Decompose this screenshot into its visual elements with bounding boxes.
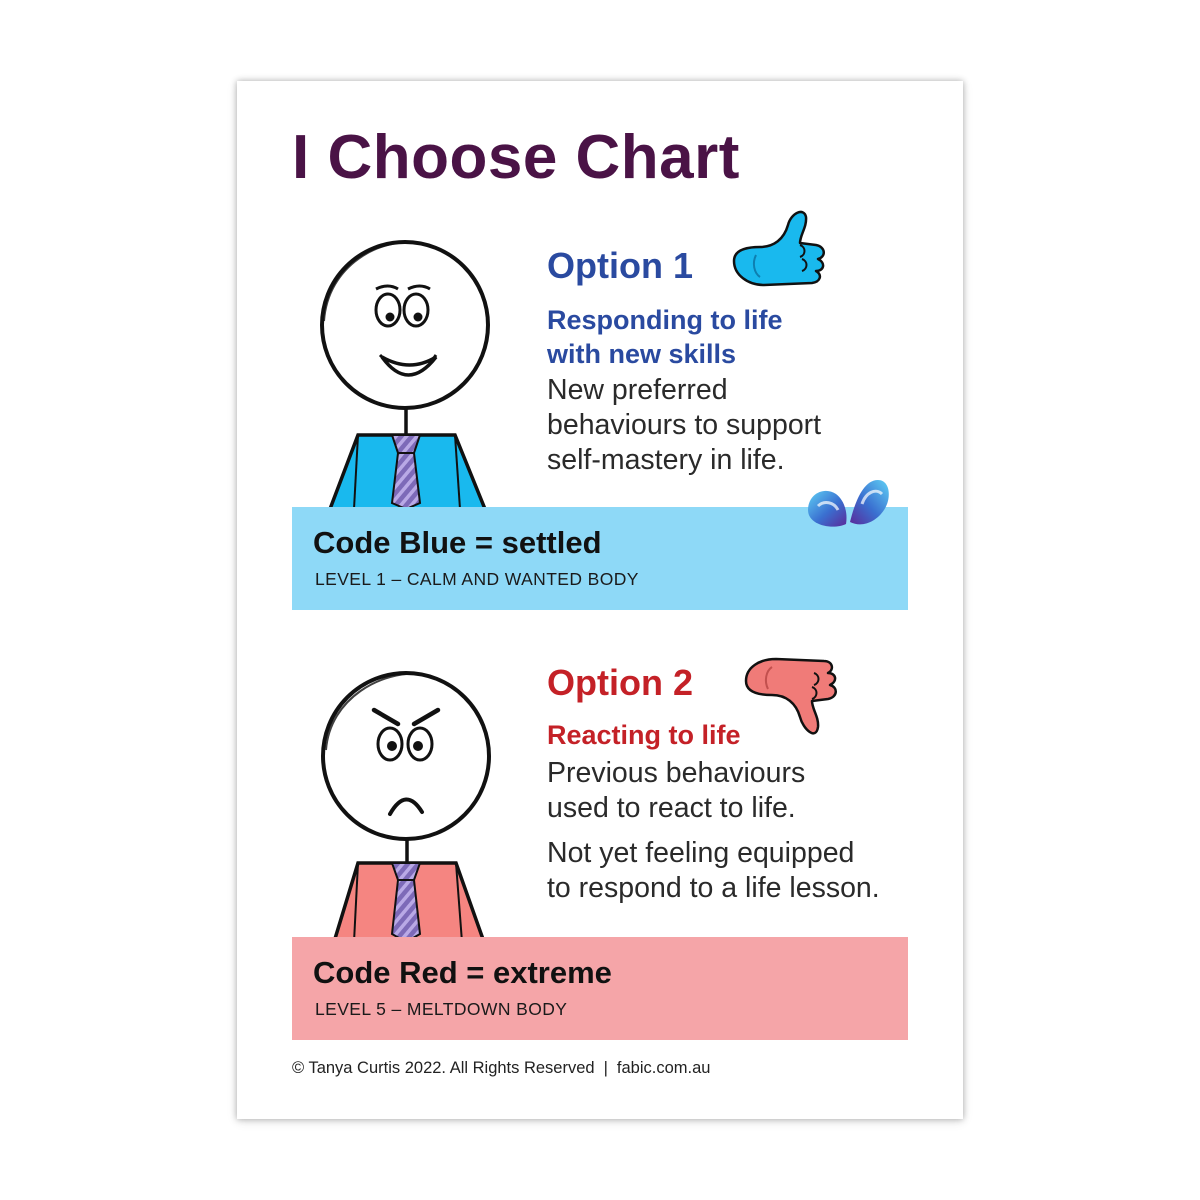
option-1-description-line-3: self-mastery in life. xyxy=(547,444,785,476)
level-5-label: LEVEL 5 – MELTDOWN BODY xyxy=(315,999,568,1019)
option-2-heading: Option 2 xyxy=(547,662,693,703)
angry-stick-figure-icon xyxy=(312,658,502,943)
thumbs-up-icon xyxy=(730,205,826,287)
code-red-band xyxy=(292,937,908,1040)
footer xyxy=(292,1056,710,1080)
option-2-description-line-3: Not yet feeling equipped xyxy=(547,837,855,869)
website-link[interactable]: fabic.com.au xyxy=(616,1059,711,1077)
option-2-description-line-1: Previous behaviours xyxy=(547,757,806,789)
butterfly-logo-icon xyxy=(804,472,892,534)
happy-stick-figure-icon xyxy=(310,225,500,510)
option-2-subheading-line-1: Reacting to life xyxy=(547,720,741,750)
code-red-label: Code Red = extreme xyxy=(313,955,612,990)
thumbs-down-icon xyxy=(742,655,840,743)
page-title: I Choose Chart xyxy=(292,123,740,192)
option-2-description-line-4: to respond to a life lesson. xyxy=(547,872,880,904)
option-1-subheading-line-1: Responding to life xyxy=(547,305,783,335)
option-1-subheading-line-2: with new skills xyxy=(547,339,737,369)
option-1-description-line-2: behaviours to support xyxy=(547,409,822,441)
level-1-label: LEVEL 1 – CALM AND WANTED BODY xyxy=(315,569,639,589)
footer-separator: | xyxy=(603,1059,608,1077)
copyright-text: © Tanya Curtis 2022. All Rights Reserved xyxy=(292,1059,595,1077)
option-2-description-line-2: used to react to life. xyxy=(547,792,796,824)
code-blue-label: Code Blue = settled xyxy=(313,525,602,560)
option-1-heading: Option 1 xyxy=(547,245,693,286)
option-1-description-line-1: New preferred xyxy=(547,374,728,406)
